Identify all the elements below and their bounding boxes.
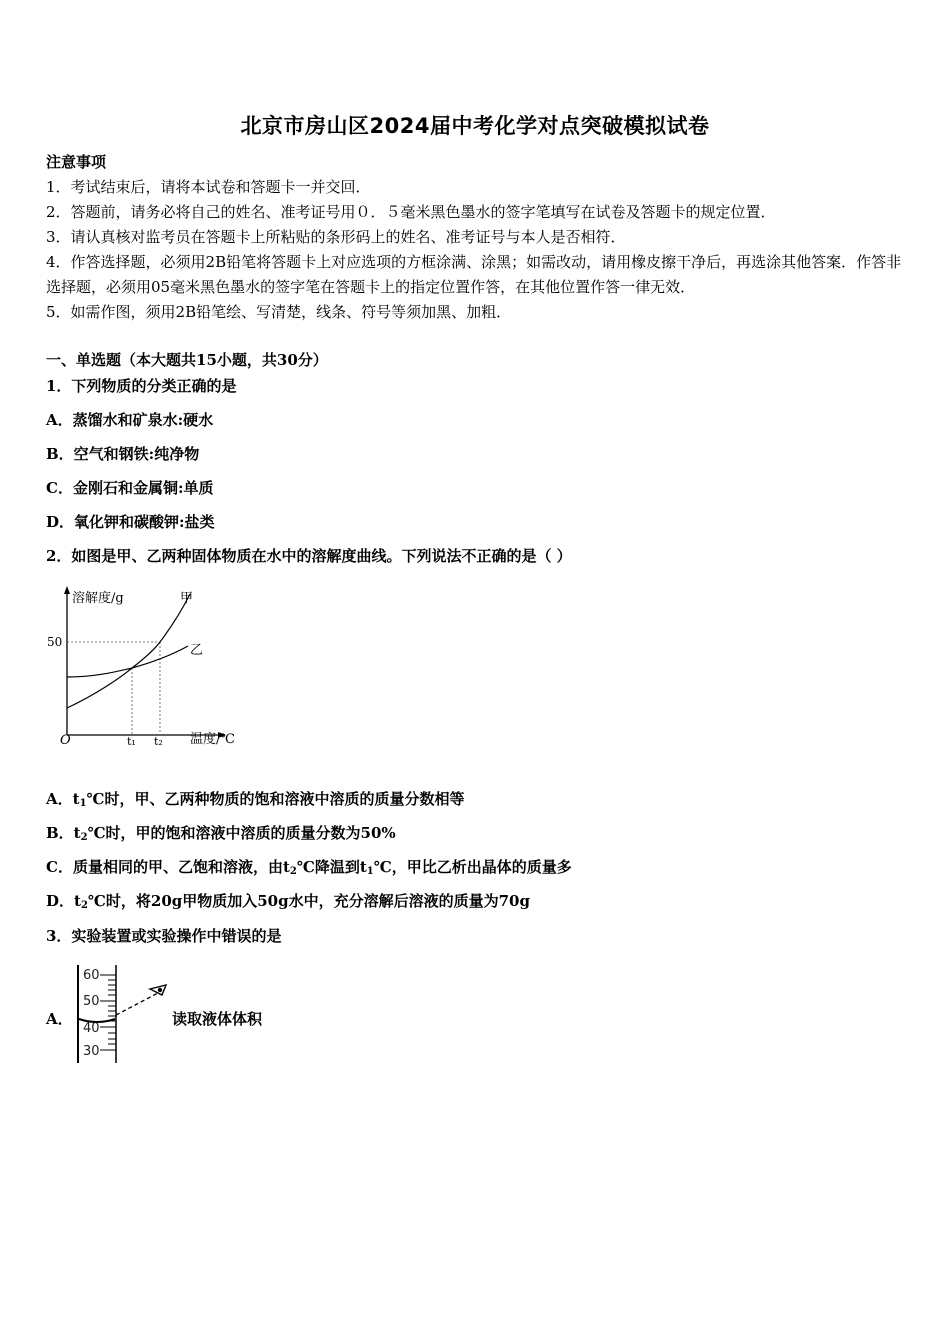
notice-heading: 注意事项: [46, 153, 107, 171]
q1-option-a: A．蒸馏水和矿泉水:硬水: [46, 411, 214, 429]
q3-option-a-label: A．: [46, 1010, 73, 1028]
chart-origin: O: [60, 733, 71, 748]
chart-xtick-t1: t₁: [127, 735, 136, 748]
eye-icon: [150, 985, 166, 995]
notice-item-4: 4．作答选择题，必须用2B铅笔将答题卡上对应选项的方框涂满、涂黑；如需改动，请用橡皮擦干净后，再选涂其他答案．作答非选择题，必须用05毫米黑色墨水的签字笔在答题卡上的指定位置作答，在其他位置作答一律无效．: [46, 253, 902, 296]
q2-option-d: D．$t_2℃$时，将20g甲物质加入50g水中，充分溶解后溶液的质量为70g: [46, 892, 530, 911]
cylinder-tick-50: 50: [83, 994, 100, 1009]
q2-option-a: A．$t_1℃$时，甲、乙两种物质的饱和溶液中溶质的质量分数相等: [46, 790, 465, 809]
notice-item-1: 1．考试结束后，请将本试卷和答题卡一并交回．: [46, 178, 371, 196]
notice-item-3: 3．请认真核对监考员在答题卡上所粘贴的条形码上的姓名、准考证号与本人是否相符．: [46, 228, 626, 246]
q1-stem: 1．下列物质的分类正确的是: [46, 377, 237, 395]
cylinder-tick-30: 30: [83, 1044, 100, 1059]
solubility-chart: [47, 580, 270, 755]
q3-stem: 3．实验装置或实验操作中错误的是: [46, 927, 282, 945]
curve-jia: [67, 594, 190, 708]
graduated-cylinder-figure: [70, 965, 180, 1065]
chart-legend-jia: 甲: [180, 591, 194, 606]
q2-option-c: C．质量相同的甲、乙饱和溶液，由$t_2℃$降温到$t_1℃$，甲比乙析出晶体的质量多: [46, 858, 572, 877]
q1-option-c: C．金刚石和金属铜:单质: [46, 479, 214, 497]
notice-block: [46, 150, 916, 325]
cylinder-tick-60: 60: [83, 968, 100, 983]
q3-option-a-text: 读取液体体积: [172, 1010, 263, 1028]
chart-ytick-50: 50: [47, 635, 63, 649]
q1-option-b: B．空气和钢铁:纯净物: [46, 445, 200, 463]
notice-item-5: 5．如需作图，须用2B铅笔绘、写清楚，线条、符号等须加黑、加粗．: [46, 303, 512, 321]
q1-option-d: D．氧化钾和碳酸钾:盐类: [46, 513, 215, 531]
chart-xlabel: 温度/℃: [190, 732, 235, 747]
chart-ylabel: 溶解度/g: [72, 591, 124, 606]
chart-y-arrow: [64, 586, 70, 594]
q2-option-b: B．$t_2℃$时，甲的饱和溶液中溶质的质量分数为50%: [46, 824, 396, 843]
page-title: 北京市房山区2024届中考化学对点突破模拟试卷: [240, 114, 710, 138]
cylinder-tick-40: 40: [83, 1021, 100, 1036]
notice-item-2: 2．答题前，请务必将自己的姓名、准考证号用０．５毫米黑色墨水的签字笔填写在试卷及答题卡的规定位置．: [46, 203, 776, 221]
section-title: 一、单选题（本大题共15小题，共30分）: [46, 351, 328, 369]
chart-legend-yi: 乙: [190, 643, 204, 658]
sight-line: [116, 993, 158, 1015]
chart-xtick-t2: t₂: [154, 735, 163, 748]
q2-stem: 2．如图是甲、乙两种固体物质在水中的溶解度曲线。下列说法不正确的是（ ）: [46, 547, 572, 565]
